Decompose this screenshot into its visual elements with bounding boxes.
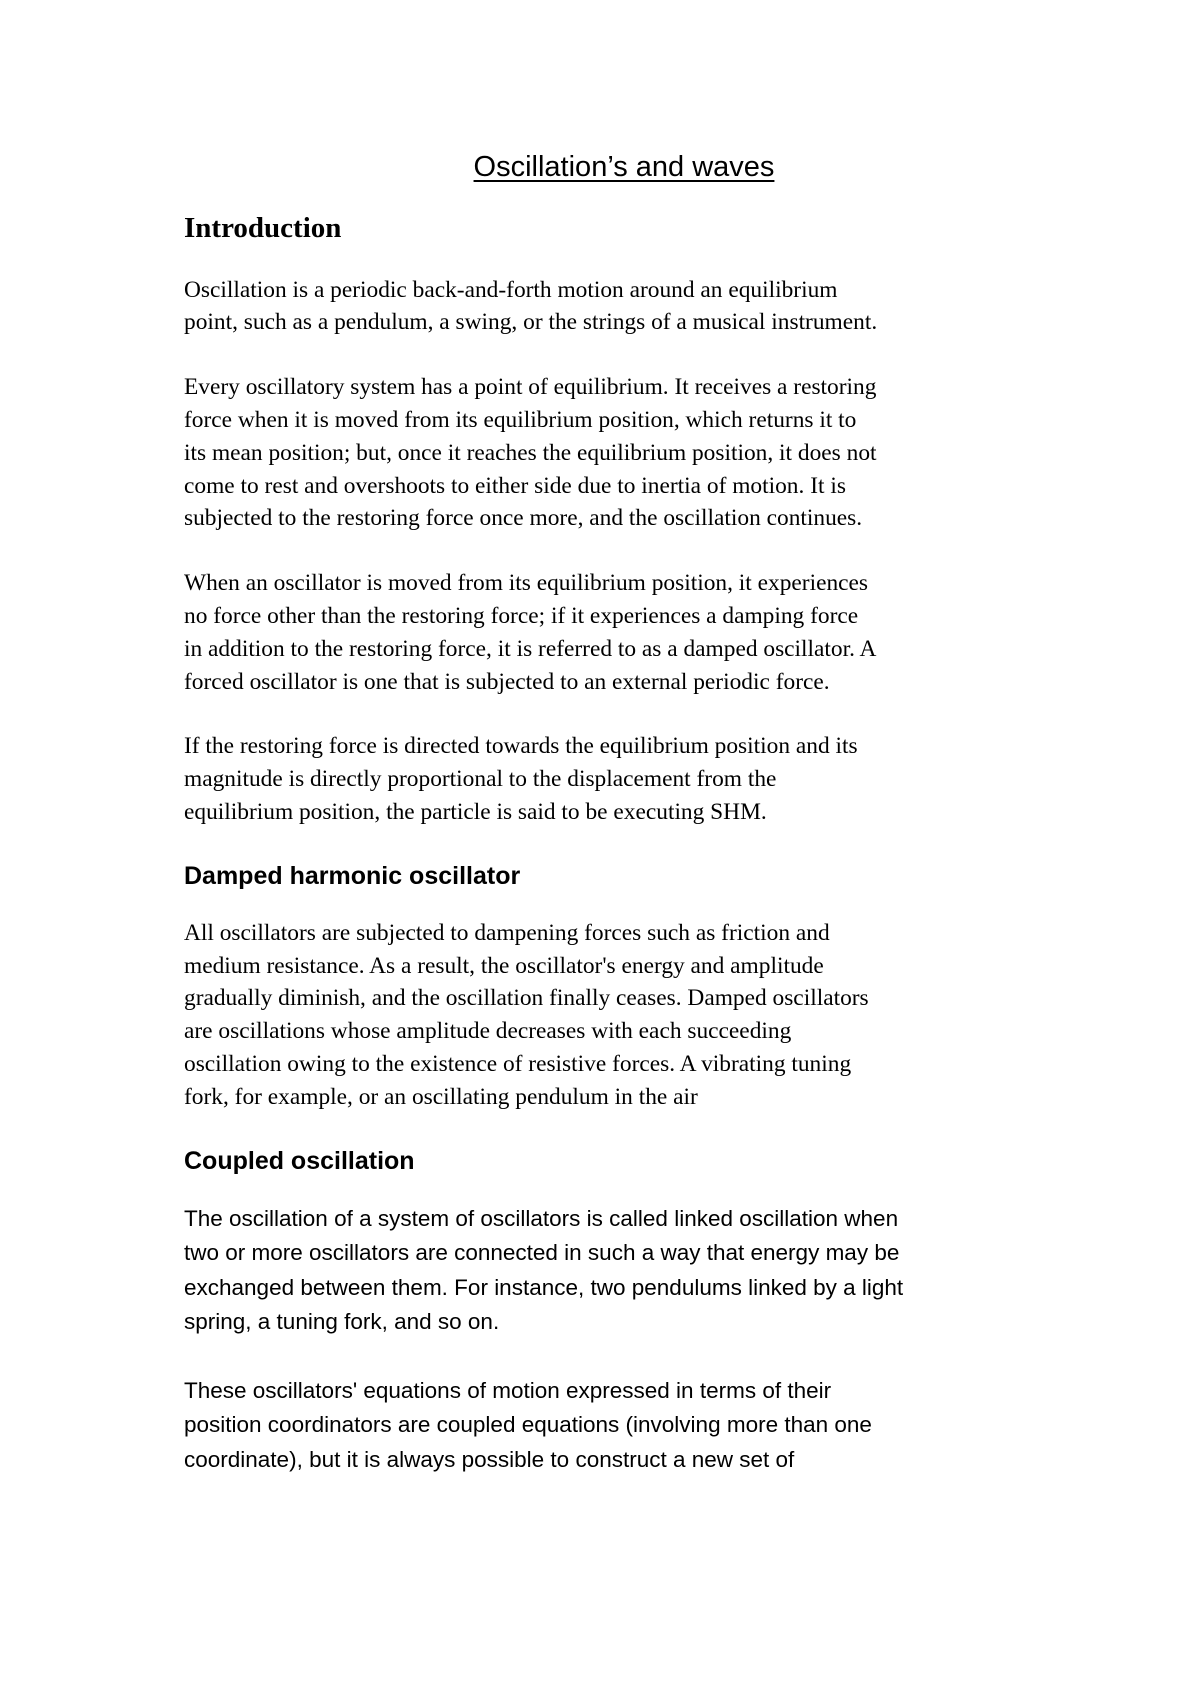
section-heading-damped-harmonic-oscillator: Damped harmonic oscillator	[184, 861, 521, 890]
text-line: point, such as a pendulum, a swing, or the strings of a musical instrument.	[184, 309, 878, 336]
text-line: in addition to the restoring force, it is referred to as a damped oscillator. A	[184, 635, 877, 662]
document-title: Oscillation’s and waves	[473, 151, 775, 183]
text-line: force when it is moved from its equilibrium position, which returns it to	[184, 406, 857, 433]
text-line: All oscillators are subjected to dampening forces such as friction and	[184, 919, 830, 946]
text-line: When an oscillator is moved from its equilibrium position, it experiences	[184, 570, 869, 597]
document-body	[184, 150, 1064, 1511]
text-line: position coordinators are coupled equations (involving more than one	[184, 1412, 872, 1438]
paragraph	[184, 567, 1064, 698]
text-line: fork, for example, or an oscillating pendulum in the air	[184, 1083, 698, 1110]
text-line: Oscillation is a periodic back-and-forth motion around an equilibrium	[184, 276, 838, 303]
text-line: come to rest and overshoots to either side due to inertia of motion. It is	[184, 472, 846, 499]
paragraph	[184, 371, 1064, 535]
paragraph	[184, 730, 1064, 828]
section-heading-coupled-oscillation: Coupled oscillation	[184, 1146, 415, 1175]
text-line: coordinate), but it is always possible to construct a new set of	[184, 1446, 795, 1472]
text-line: equilibrium position, the particle is said to be executing SHM.	[184, 798, 767, 825]
text-line: If the restoring force is directed towards the equilibrium position and its	[184, 733, 858, 760]
text-line: are oscillations whose amplitude decreases with each succeeding	[184, 1018, 792, 1045]
text-line: subjected to the restoring force once more, and the oscillation continues.	[184, 505, 863, 532]
text-line: gradually diminish, and the oscillation finally ceases. Damped oscillators	[184, 985, 869, 1012]
text-line: exchanged between them. For instance, two pendulums linked by a light	[184, 1274, 904, 1300]
text-line: its mean position; but, once it reaches the equilibrium position, it does not	[184, 439, 877, 466]
text-line: oscillation owing to the existence of resistive forces. A vibrating tuning	[184, 1050, 852, 1077]
text-line: These oscillators' equations of motion expressed in terms of their	[184, 1377, 832, 1403]
paragraph	[184, 1202, 1064, 1340]
text-line: no force other than the restoring force; if it experiences a damping force	[184, 602, 859, 629]
paragraph	[184, 917, 1064, 1114]
section-heading-introduction: Introduction	[184, 211, 342, 244]
text-line: two or more oscillators are connected in such a way that energy may be	[184, 1240, 900, 1266]
text-line: medium resistance. As a result, the oscillator's energy and amplitude	[184, 952, 824, 979]
text-line: magnitude is directly proportional to the displacement from the	[184, 766, 777, 793]
text-line: spring, a tuning fork, and so on.	[184, 1309, 500, 1335]
paragraph	[184, 1374, 1064, 1478]
text-line: forced oscillator is one that is subjected to an external periodic force.	[184, 668, 830, 695]
paragraph	[184, 274, 1064, 340]
text-line: Every oscillatory system has a point of equilibrium. It receives a restoring	[184, 374, 877, 401]
text-line: The oscillation of a system of oscillators is called linked oscillation when	[184, 1205, 899, 1231]
